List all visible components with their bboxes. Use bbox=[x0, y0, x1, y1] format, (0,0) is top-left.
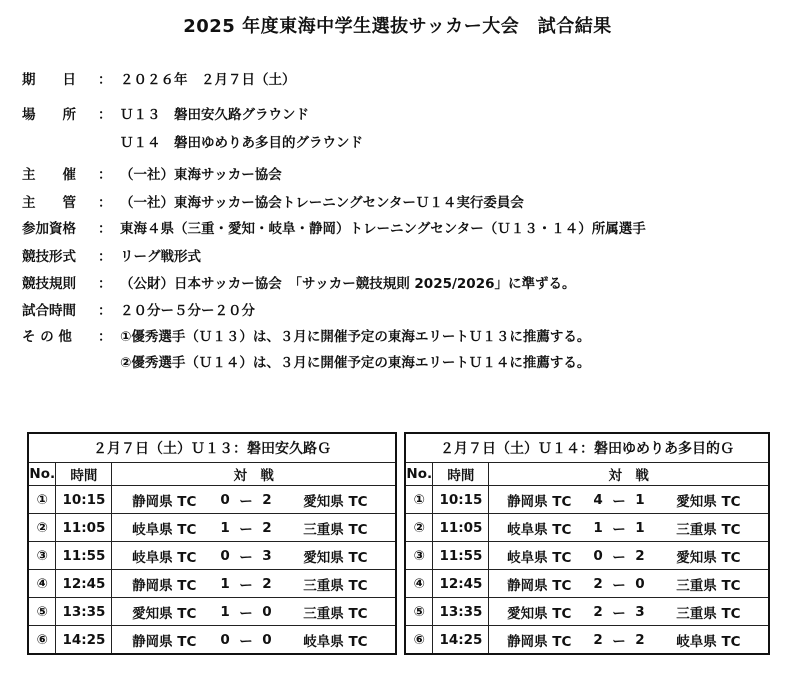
home-team: 静岡県 TC bbox=[112, 570, 216, 598]
info-value: （一社）東海サッカー協会トレーニングセンターＵ１４実行委員会 bbox=[120, 195, 524, 211]
info-label: 試合時間 bbox=[22, 303, 76, 319]
info-value: Ｕ１３ 磐田安久路グラウンド bbox=[120, 107, 309, 123]
table-row bbox=[405, 486, 769, 514]
away-score: 2 bbox=[258, 514, 276, 542]
match-no: ③ bbox=[405, 542, 433, 570]
score-dash: ー bbox=[234, 598, 258, 626]
match-time: 11:05 bbox=[433, 514, 489, 542]
away-team: 愛知県 TC bbox=[276, 486, 396, 514]
table-row bbox=[405, 542, 769, 570]
home-team: 岐阜県 TC bbox=[112, 542, 216, 570]
home-score: 4 bbox=[589, 486, 607, 514]
home-team: 愛知県 TC bbox=[489, 598, 589, 626]
table-row bbox=[405, 598, 769, 626]
match-no: ⑥ bbox=[28, 626, 56, 655]
score-dash: ー bbox=[234, 626, 258, 655]
away-team: 愛知県 TC bbox=[276, 542, 396, 570]
header-time: 時間 bbox=[56, 463, 112, 486]
away-team: 三重県 TC bbox=[649, 514, 769, 542]
away-team: 岐阜県 TC bbox=[649, 626, 769, 655]
home-team: 静岡県 TC bbox=[489, 486, 589, 514]
home-team: 愛知県 TC bbox=[112, 598, 216, 626]
match-no: ④ bbox=[28, 570, 56, 598]
match-time: 12:45 bbox=[433, 570, 489, 598]
home-score: 1 bbox=[216, 598, 234, 626]
away-team: 三重県 TC bbox=[649, 598, 769, 626]
info-colon: ： bbox=[98, 167, 112, 183]
away-team: 愛知県 TC bbox=[649, 486, 769, 514]
header-match: 対 戦 bbox=[112, 463, 396, 486]
table-row bbox=[28, 626, 396, 655]
away-score: 2 bbox=[258, 570, 276, 598]
match-no: ① bbox=[405, 486, 433, 514]
table-row bbox=[28, 598, 396, 626]
table-row bbox=[405, 570, 769, 598]
info-value: ２０分ー５分ー２０分 bbox=[120, 303, 255, 319]
away-team: 三重県 TC bbox=[649, 570, 769, 598]
match-time: 12:45 bbox=[56, 570, 112, 598]
score-dash: ー bbox=[607, 598, 631, 626]
score-dash: ー bbox=[234, 570, 258, 598]
info-eligibility bbox=[22, 217, 646, 237]
match-time: 13:35 bbox=[433, 598, 489, 626]
score-dash: ー bbox=[607, 570, 631, 598]
table-row bbox=[28, 542, 396, 570]
header-no: No. bbox=[405, 463, 433, 486]
match-time: 11:55 bbox=[433, 542, 489, 570]
info-label: そ の 他 bbox=[22, 329, 72, 345]
home-score: 0 bbox=[216, 626, 234, 655]
away-team: 三重県 TC bbox=[276, 598, 396, 626]
match-time: 10:15 bbox=[433, 486, 489, 514]
match-no: ⑥ bbox=[405, 626, 433, 655]
home-team: 岐阜県 TC bbox=[489, 514, 589, 542]
info-label: 競技規則 bbox=[22, 276, 76, 292]
info-other-2 bbox=[120, 351, 590, 371]
away-team: 三重県 TC bbox=[276, 514, 396, 542]
table-caption: ２月７日（土）Ｕ１４：磐田ゆめりあ多目的Ｇ bbox=[405, 433, 769, 463]
table-row bbox=[28, 570, 396, 598]
header-no: No. bbox=[28, 463, 56, 486]
home-score: 1 bbox=[216, 514, 234, 542]
info-format bbox=[22, 245, 201, 265]
home-team: 静岡県 TC bbox=[112, 486, 216, 514]
info-label: 競技形式 bbox=[22, 249, 76, 265]
match-time: 11:55 bbox=[56, 542, 112, 570]
results-table-u14 bbox=[404, 432, 770, 655]
match-time: 14:25 bbox=[433, 626, 489, 655]
info-label: 主 管 bbox=[22, 195, 76, 211]
match-no: ① bbox=[28, 486, 56, 514]
table-caption: ２月７日（土）Ｕ１３：磐田安久路Ｇ bbox=[28, 433, 396, 463]
info-organizer bbox=[22, 191, 524, 211]
info-other bbox=[22, 325, 590, 345]
match-no: ⑤ bbox=[405, 598, 433, 626]
match-no: ③ bbox=[28, 542, 56, 570]
table-row bbox=[28, 486, 396, 514]
results-table-u13 bbox=[27, 432, 397, 655]
info-colon: ： bbox=[98, 72, 112, 88]
info-colon: ： bbox=[98, 195, 112, 211]
match-time: 14:25 bbox=[56, 626, 112, 655]
info-value: Ｕ１４ 磐田ゆめりあ多目的グラウンド bbox=[120, 135, 363, 151]
match-time: 13:35 bbox=[56, 598, 112, 626]
info-value: リーグ戦形式 bbox=[120, 249, 201, 265]
info-colon: ： bbox=[98, 249, 112, 265]
table-row bbox=[405, 514, 769, 542]
home-team: 岐阜県 TC bbox=[112, 514, 216, 542]
info-value: ②優秀選手（Ｕ１４）は、３月に開催予定の東海エリートＵ１４に推薦する。 bbox=[120, 355, 591, 371]
home-score: 1 bbox=[216, 570, 234, 598]
header-match: 対 戦 bbox=[489, 463, 769, 486]
home-score: 1 bbox=[589, 514, 607, 542]
home-score: 2 bbox=[589, 626, 607, 655]
info-rules bbox=[22, 272, 576, 292]
match-time: 11:05 bbox=[56, 514, 112, 542]
home-score: 2 bbox=[589, 570, 607, 598]
info-host bbox=[22, 163, 282, 183]
info-label: 主 催 bbox=[22, 167, 76, 183]
away-score: 2 bbox=[631, 542, 649, 570]
score-dash: ー bbox=[234, 486, 258, 514]
table-row bbox=[28, 514, 396, 542]
info-time bbox=[22, 299, 255, 319]
info-value: 東海４県（三重・愛知・岐阜・静岡）トレーニングセンター（Ｕ１３・１４）所属選手 bbox=[120, 221, 646, 237]
away-score: 0 bbox=[258, 626, 276, 655]
info-label: 期 日 bbox=[22, 72, 76, 88]
away-team: 愛知県 TC bbox=[649, 542, 769, 570]
info-label: 場 所 bbox=[22, 107, 76, 123]
info-colon: ： bbox=[98, 276, 112, 292]
match-no: ⑤ bbox=[28, 598, 56, 626]
info-colon: ： bbox=[98, 303, 112, 319]
info-value: ①優秀選手（Ｕ１３）は、３月に開催予定の東海エリートＵ１３に推薦する。 bbox=[120, 329, 591, 345]
home-team: 静岡県 TC bbox=[112, 626, 216, 655]
info-value: （一社）東海サッカー協会 bbox=[120, 167, 282, 183]
score-dash: ー bbox=[234, 542, 258, 570]
away-score: 1 bbox=[631, 486, 649, 514]
away-score: 3 bbox=[258, 542, 276, 570]
info-value: （公財）日本サッカー協会 「サッカー競技規則 2025/2026」に準ずる。 bbox=[120, 276, 576, 292]
info-value: ２０２６年 ２月７日（土） bbox=[120, 72, 296, 88]
home-team: 岐阜県 TC bbox=[489, 542, 589, 570]
score-dash: ー bbox=[607, 626, 631, 655]
match-no: ④ bbox=[405, 570, 433, 598]
home-score: 0 bbox=[216, 542, 234, 570]
info-colon: ： bbox=[98, 329, 112, 345]
away-score: 0 bbox=[631, 570, 649, 598]
page-title: 2025 年度東海中学生選抜サッカー大会 試合結果 bbox=[183, 16, 612, 37]
away-score: 2 bbox=[258, 486, 276, 514]
away-team: 三重県 TC bbox=[276, 570, 396, 598]
match-time: 10:15 bbox=[56, 486, 112, 514]
info-label: 参加資格 bbox=[22, 221, 76, 237]
away-score: 3 bbox=[631, 598, 649, 626]
score-dash: ー bbox=[234, 514, 258, 542]
table-row bbox=[405, 626, 769, 655]
home-team: 静岡県 TC bbox=[489, 570, 589, 598]
score-dash: ー bbox=[607, 486, 631, 514]
score-dash: ー bbox=[607, 542, 631, 570]
info-colon: ： bbox=[98, 107, 112, 123]
header-time: 時間 bbox=[433, 463, 489, 486]
match-no: ② bbox=[28, 514, 56, 542]
home-score: 0 bbox=[589, 542, 607, 570]
info-venue-2 bbox=[120, 131, 363, 151]
away-team: 岐阜県 TC bbox=[276, 626, 396, 655]
info-venue bbox=[22, 103, 309, 123]
home-team: 静岡県 TC bbox=[489, 626, 589, 655]
match-no: ② bbox=[405, 514, 433, 542]
away-score: 0 bbox=[258, 598, 276, 626]
home-score: 2 bbox=[589, 598, 607, 626]
away-score: 1 bbox=[631, 514, 649, 542]
home-score: 0 bbox=[216, 486, 234, 514]
info-colon: ： bbox=[98, 221, 112, 237]
score-dash: ー bbox=[607, 514, 631, 542]
info-date bbox=[22, 68, 296, 88]
away-score: 2 bbox=[631, 626, 649, 655]
